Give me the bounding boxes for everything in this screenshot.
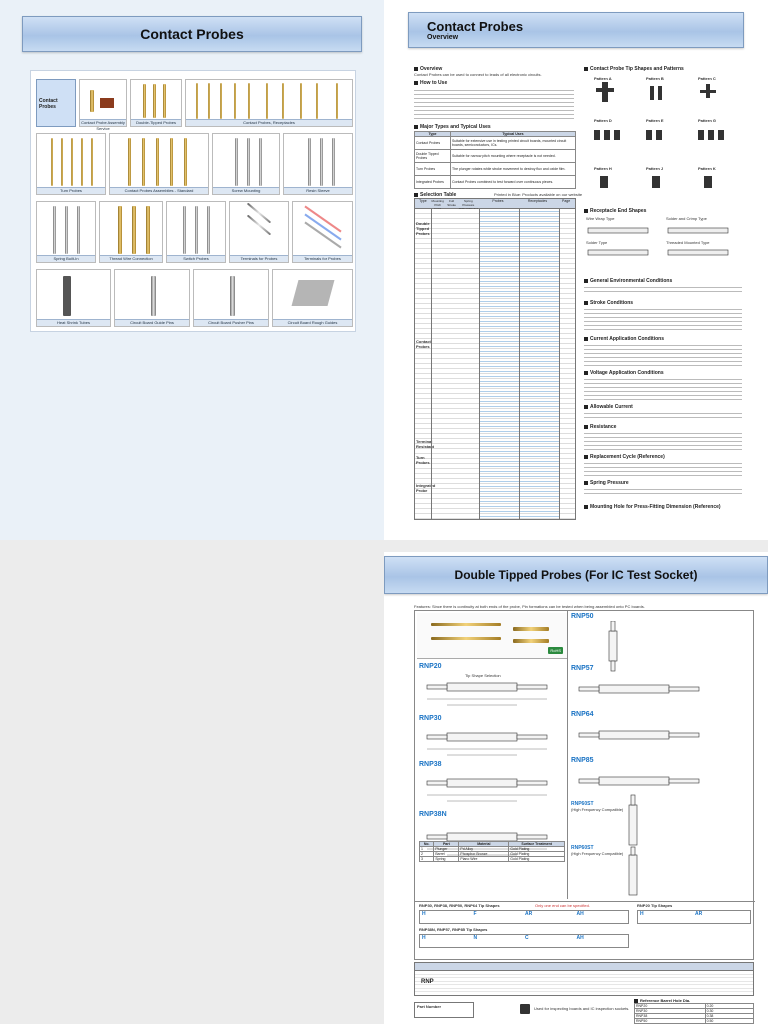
tip-code[interactable]: C (525, 935, 529, 941)
th: Material (459, 842, 509, 847)
model-label: RNP20 (419, 663, 442, 670)
type-cell: Contact Probes (415, 137, 451, 150)
product-card[interactable] (79, 79, 127, 131)
cell: RNP20 (635, 1004, 706, 1009)
receptacle-type: Solder and Crimp Type (666, 216, 707, 221)
caption: Thread Wire Connection (100, 255, 162, 262)
type-cell: Double Tipped Probes (415, 150, 451, 163)
product-card[interactable] (36, 201, 96, 263)
group-label: Contact Probes (416, 339, 431, 349)
pattern-label: Pattern H (594, 166, 612, 171)
hf-model: RNP60ST (571, 845, 594, 851)
section-voltage: Voltage Application Conditions (584, 370, 664, 376)
section-env: General Environmental Conditions (584, 278, 672, 284)
page-banner (408, 12, 744, 48)
caption: Circuit Board Rough Guides (273, 319, 352, 326)
hf-model: RNP60ST (571, 801, 594, 807)
th: Full Stroke (447, 199, 456, 207)
cell: RNP50 (635, 1019, 706, 1024)
use-cell: Suitable for narrow pitch mounting where receptacle is not needed. (451, 150, 576, 163)
tip-code[interactable]: AH (576, 911, 584, 917)
section-current: Current Application Conditions (584, 336, 664, 342)
model-label: RNP85 (571, 757, 594, 764)
th: Probes (492, 199, 504, 203)
cell: RNP38 (635, 1014, 706, 1019)
selection-note: Printed in Blue: Products available on our website (494, 192, 583, 197)
section-selection-table: Selection Table (414, 192, 456, 198)
tip-shapes-heading: RNP20 Tip Shapes (637, 903, 673, 908)
footer-note: Used for inspecting boards and IC inspection sockets. (534, 1006, 630, 1011)
model-label: RNP30 (419, 715, 442, 722)
features-text: Features: Since there is continuity at both ends of the probe, Pin formations can be tested when being assembled onto PC boards. (414, 604, 645, 609)
banner-title: Contact Probes (140, 26, 244, 42)
tile-label: Contact Probes (39, 98, 58, 110)
model-label: RNP50 (571, 613, 594, 620)
model-label: RNP38N (419, 811, 447, 818)
pattern-label: Pattern J (646, 166, 664, 171)
pattern-label: Pattern B (646, 76, 664, 81)
product-card[interactable] (292, 201, 353, 263)
page-double-tipped-probes (384, 552, 768, 1024)
pattern-label: Pattern A (594, 76, 612, 81)
cell: 0.30 (705, 1009, 753, 1014)
tip-code[interactable]: AH (576, 935, 584, 941)
patterns-grid (584, 74, 744, 194)
caption: Spring Built-In (37, 255, 95, 262)
caption: Heat Shrink Tubes (37, 319, 110, 326)
rohs-badge: RoHS (550, 648, 561, 653)
type-cell: Turn Probes (415, 163, 451, 176)
th: Mounting Pitch (431, 199, 444, 207)
th: Typical Uses (451, 132, 576, 137)
use-cell: Suitable for extensive use in testing printed circuit boards, mounted circuit boards, semiconductors, ICs. (451, 137, 576, 150)
banner-subtitle: Overview (427, 34, 459, 41)
caption: Circuit Board Pusher Pins (194, 319, 268, 326)
only-one-note: Only one end can be specified. (535, 903, 590, 908)
pattern-label: Pattern C (698, 76, 716, 81)
tip-code[interactable]: H (640, 911, 644, 917)
tip-selection-label: Tip Shape Selection (465, 673, 501, 678)
section-mounting-hole: Mounting Hole for Press-Fitting Dimension (Reference) (584, 504, 721, 510)
part-number-box (414, 1002, 474, 1018)
right-text-blocks (584, 272, 744, 520)
caption: Resin Sleeve (284, 187, 352, 194)
th: No. (420, 842, 434, 847)
how-to-use-text (414, 87, 574, 121)
tip-code[interactable]: H (422, 911, 426, 917)
tip-shapes-row-a (415, 901, 755, 959)
type-cell: Integrated Probes (415, 176, 451, 189)
caption: Turn Probes (37, 187, 105, 194)
drawings-left (417, 669, 567, 909)
product-card[interactable] (283, 133, 353, 195)
section-replacement: Replacement Cycle (Reference) (584, 454, 665, 460)
th: Type (415, 132, 451, 137)
pattern-label: Pattern G (698, 118, 717, 123)
group-label: Integrated Probe (416, 483, 436, 493)
product-card[interactable] (99, 201, 163, 263)
tip-code[interactable]: AR (525, 911, 533, 917)
pattern-drawings (584, 74, 744, 194)
product-photo (417, 613, 567, 659)
caption: Screw Mounting (213, 187, 279, 194)
caption: Terminals for Probes (230, 255, 288, 262)
receptacle-type: Threaded Mounted Type (666, 240, 710, 245)
tip-shapes-heading: RNP30, RNP38, RNP50, RNP64 Tip Shapes (419, 903, 500, 908)
product-card[interactable] (36, 133, 106, 195)
page-contact-probes-overview (384, 0, 768, 540)
catalog-panel (30, 70, 356, 332)
caption: Contact Probes, Receptacles (186, 119, 352, 126)
section-stroke: Stroke Conditions (584, 300, 633, 306)
caption: Double-Tipped Probes (131, 119, 181, 126)
cell: Plunger (434, 847, 459, 852)
product-card[interactable] (114, 269, 190, 327)
caption: Contact Probe Assembly Service (81, 120, 125, 131)
hf-note: (High Frequency Compatible) (571, 851, 624, 856)
group-label: Double Tipped Probes (416, 221, 430, 236)
product-card[interactable] (229, 201, 289, 263)
th: Receptacles (527, 199, 548, 203)
product-card[interactable] (193, 269, 269, 327)
th: Spring Pressure (462, 199, 475, 207)
pattern-label: Pattern K (698, 166, 716, 171)
cell: Pd Alloy (459, 847, 509, 852)
section-overview: Overview (414, 66, 442, 72)
book-icon (520, 1004, 530, 1014)
caption: Contact Probes Assemblies - Standard (110, 187, 208, 194)
tile-contact-probes[interactable] (36, 79, 76, 127)
part-number-label: Part Number (417, 1004, 442, 1009)
section-tip-shapes: Contact Probe Tip Shapes and Patterns (584, 66, 684, 72)
product-card[interactable] (36, 269, 111, 327)
selection-table (414, 198, 576, 520)
product-card[interactable] (109, 133, 209, 195)
page-contact-probes-index (0, 0, 384, 540)
product-card[interactable] (166, 201, 226, 263)
caption: Switch Probes (167, 255, 225, 262)
family-label: RNP (421, 979, 434, 985)
cell: Gold Plating (509, 857, 565, 862)
cell: Piano Wire (459, 857, 509, 862)
model-label: RNP64 (571, 711, 594, 718)
tip-shapes-heading: RNP38N, RNP57, RNP85 Tip Shapes (419, 927, 488, 932)
cell: 2 (420, 852, 434, 857)
banner-title: Double Tipped Probes (For IC Test Socket) (454, 568, 698, 582)
tip-code[interactable]: N (473, 935, 478, 941)
receptacle-type: Wire Wrap Type (586, 216, 615, 221)
th: Part (434, 842, 459, 847)
product-card[interactable] (272, 269, 353, 327)
product-card[interactable] (185, 79, 353, 127)
section-allowable-current: Allowable Current (584, 404, 633, 410)
product-card[interactable] (130, 79, 182, 127)
receptacle-drawings (584, 220, 744, 270)
receptacle-type: Solder Type (586, 240, 608, 245)
th: Type (419, 199, 427, 203)
ref-barrel (634, 998, 754, 1024)
use-cell: The plunger rotates while stroke movement to destroy flux and oxide film. (451, 163, 576, 176)
cell: 0.50 (705, 1019, 753, 1024)
cell: Gold Plating (509, 847, 565, 852)
section-resistance: Resistance (584, 424, 616, 430)
types-table (414, 131, 576, 189)
cell: 1 (420, 847, 434, 852)
cell: 0.20 (705, 1004, 753, 1009)
model-label: RNP38 (419, 761, 442, 768)
model-label: RNP57 (571, 665, 594, 672)
pattern-label: Pattern E (646, 118, 664, 123)
cell: Barrel (434, 852, 459, 857)
hf-note: (High Frequency Compatible) (571, 807, 624, 812)
group-label: Turn Probes (416, 455, 430, 465)
th: Page (562, 199, 571, 203)
caption: Terminals for Probes (293, 255, 352, 262)
tip-code[interactable]: H (422, 935, 426, 941)
drawing-frame (414, 610, 754, 960)
use-cell: Contact Probes combined to test forward over continuous pieces. (451, 176, 576, 189)
page-banner (22, 16, 362, 52)
ref-title: Reference Barrel Hole Dia. (634, 998, 754, 1003)
section-spring-pressure: Spring Pressure (584, 480, 629, 486)
material-table (419, 841, 565, 862)
banner-title: Contact Probes (427, 19, 524, 34)
spec-table (414, 962, 754, 996)
pattern-label: Pattern D (594, 118, 612, 123)
cell: 3 (420, 857, 434, 862)
cell: RNP30 (635, 1009, 706, 1014)
cell: Gold Plating (509, 852, 565, 857)
section-receptacle-ends: Receptacle End Shapes (584, 208, 646, 214)
cell: 0.38 (705, 1014, 753, 1019)
product-card[interactable] (212, 133, 280, 195)
group-label: Terminal Resistant (416, 439, 435, 449)
section-how-to-use: How to Use (414, 80, 447, 86)
tip-code[interactable]: F (473, 911, 477, 917)
caption: Circuit Board Guide Pins (115, 319, 189, 326)
page-banner (384, 556, 768, 594)
overview-text: Contact Probes can be used to connect to leads of all electronic circuits. (414, 72, 542, 77)
th: Surface Treatment (509, 842, 565, 847)
ref-table (634, 1003, 754, 1024)
tip-code[interactable]: AR (695, 911, 703, 917)
section-major-types: Major Types and Typical Uses (414, 124, 491, 130)
drawings-right (569, 621, 753, 901)
cell: Spring (434, 857, 459, 862)
cell: Phosphor Bronze (459, 852, 509, 857)
